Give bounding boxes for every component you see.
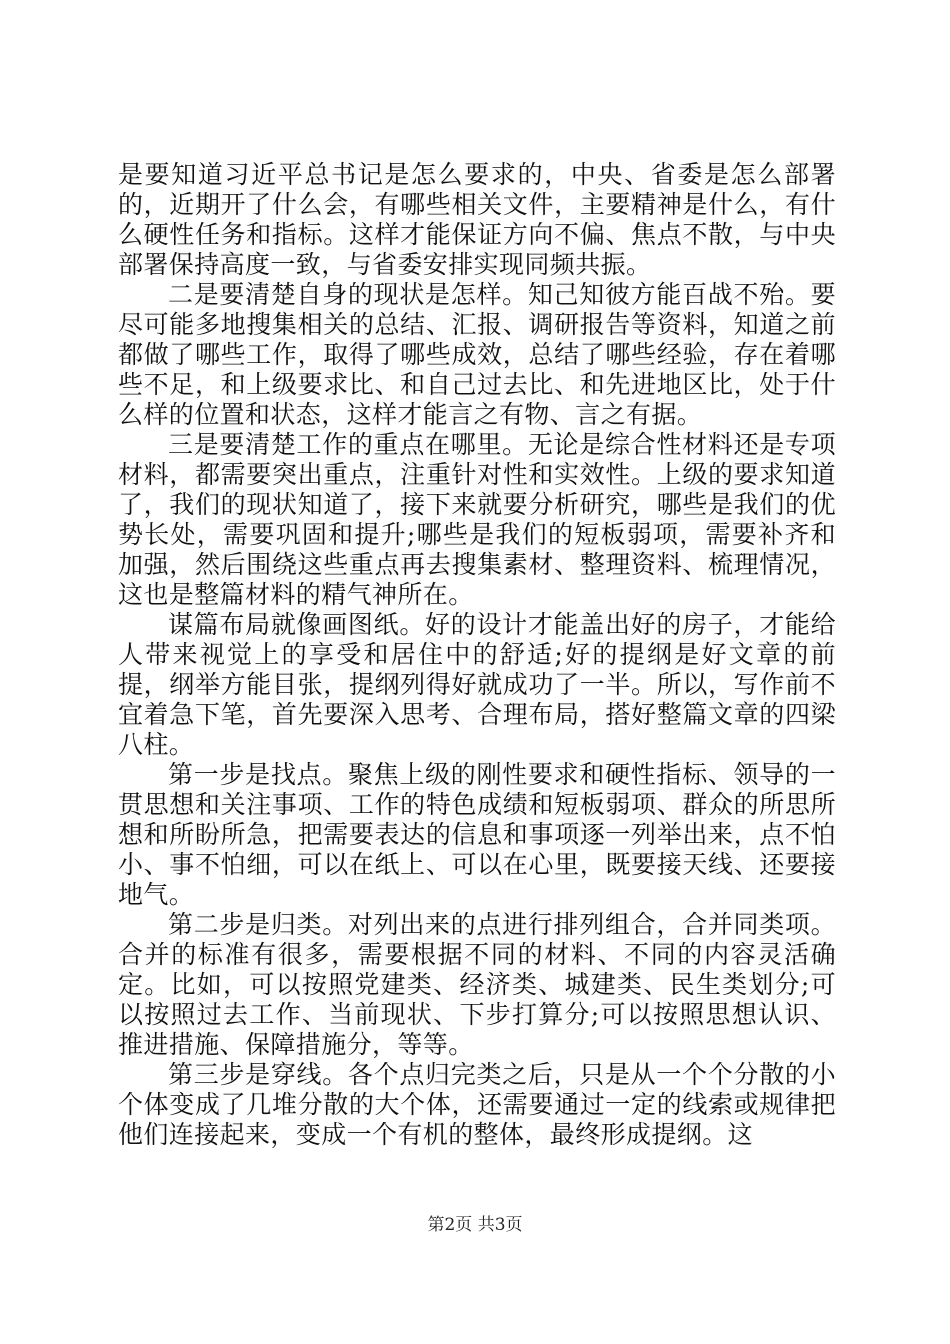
page-number-label: 第2页 共3页: [427, 1215, 523, 1235]
paragraph-1: 是要知道习近平总书记是怎么要求的，中央、省委是怎么部署的，近期开了什么会，有哪些相关文件，主要精神是什么，有什么硬性任务和指标。这样才能保证方向不偏、焦点不散，与中央部署保持高度一致，与省委安排实现同频共振。: [118, 160, 836, 279]
paragraph-5: 第一步是找点。聚焦上级的刚性要求和硬性指标、领导的一贯思想和关注事项、工作的特色成绩和短板弱项、群众的所思所想和所盼所急，把需要表达的信息和事项逐一列举出来，点不怕小、事不怕细，可以在纸上、可以在心里，既要接天线、还要接地气。: [118, 760, 836, 909]
paragraph-7: 第三步是穿线。各个点归完类之后，只是从一个个分散的小个体变成了几堆分散的大个体，还需要通过一定的线索或规律把他们连接起来，变成一个有机的整体，最终形成提纲。这: [118, 1060, 836, 1149]
paragraph-2: 二是要清楚自身的现状是怎样。知己知彼方能百战不殆。要尽可能多地搜集相关的总结、汇报、调研报告等资料，知道之前都做了哪些工作，取得了哪些成效，总结了哪些经验，存在着哪些不足，和上级要求比、和自己过去比、和先进地区比，处于什么样的位置和状态，这样才能言之有物、言之有据。: [118, 280, 836, 429]
paragraph-4: 谋篇布局就像画图纸。好的设计才能盖出好的房子，才能给人带来视觉上的享受和居住中的舒适;好的提纲是好文章的前提，纲举方能目张，提纲列得好就成功了一半。所以，写作前不宜着急下笔，首先要深入思考、合理布局，搭好整篇文章的四梁八柱。: [118, 610, 836, 759]
page-footer: [0, 1210, 950, 1235]
document-body: [118, 160, 836, 1150]
paragraph-3: 三是要清楚工作的重点在哪里。无论是综合性材料还是专项材料，都需要突出重点，注重针对性和实效性。上级的要求知道了，我们的现状知道了，接下来就要分析研究，哪些是我们的优势长处，需要巩固和提升;哪些是我们的短板弱项，需要补齐和加强，然后围绕这些重点再去搜集素材、整理资料、梳理情况，这也是整篇材料的精气神所在。: [118, 430, 836, 609]
paragraph-6: 第二步是归类。对列出来的点进行排列组合，合并同类项。合并的标准有很多，需要根据不同的材料、不同的内容灵活确定。比如，可以按照党建类、经济类、城建类、民生类划分;可以按照过去工作、当前现状、下步打算分;可以按照思想认识、推进措施、保障措施分，等等。: [118, 910, 836, 1059]
